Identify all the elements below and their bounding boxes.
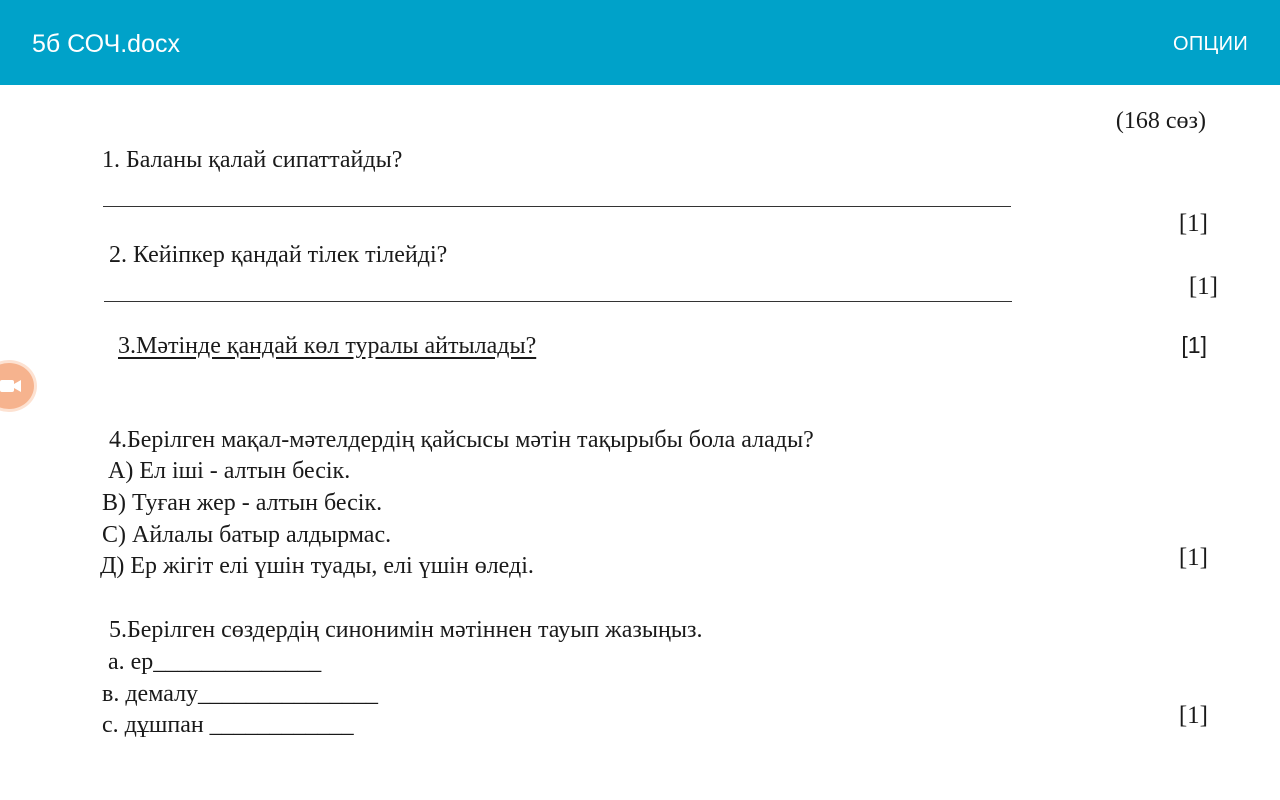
question-1: 1. Баланы қалай сипаттайды?	[102, 147, 403, 173]
score-q2: [1]	[1188, 273, 1218, 300]
score-q1: [1]	[1178, 210, 1208, 237]
q5-item-c: с. дұшпан ____________	[102, 712, 354, 738]
q4-option-b: В) Туған жер - алтын бесік.	[102, 490, 383, 516]
question-4: 4.Берілген мақал-мәтелдердің қайсысы мәтін тақырыбы бола алады?	[109, 427, 814, 453]
options-button[interactable]: ОПЦИИ	[1173, 33, 1248, 55]
question-5: 5.Берілген сөздердің синонимін мәтіннен тауып жазыңыз.	[109, 617, 703, 643]
app-bar	[0, 0, 1280, 85]
score-q5: [1]	[1178, 702, 1208, 729]
answer-line-2	[104, 301, 1012, 302]
document-title: 5б СОЧ.docx	[32, 30, 180, 58]
q4-option-c: С) Айлалы батыр алдырмас.	[102, 522, 392, 548]
q5-item-a: а. ер______________	[108, 649, 322, 675]
q4-option-d: Д) Ер жігіт елі үшін туады, елі үшін өледі.	[100, 553, 534, 579]
question-3: 3.Мәтінде қандай көл туралы айтылады?	[118, 333, 537, 359]
word-count: (168 сөз)	[1115, 108, 1206, 134]
video-camera-icon	[0, 377, 22, 395]
answer-line-1	[103, 206, 1011, 207]
question-2: 2. Кейіпкер қандай тілек тілейді?	[109, 242, 448, 268]
q5-item-b: в. демалу_______________	[102, 681, 379, 707]
document-viewer[interactable]	[0, 85, 1280, 800]
score-q3: [1]	[1181, 332, 1207, 358]
score-q4: [1]	[1178, 544, 1208, 571]
q4-option-a: А) Ел іші - алтын бесік.	[108, 458, 351, 484]
